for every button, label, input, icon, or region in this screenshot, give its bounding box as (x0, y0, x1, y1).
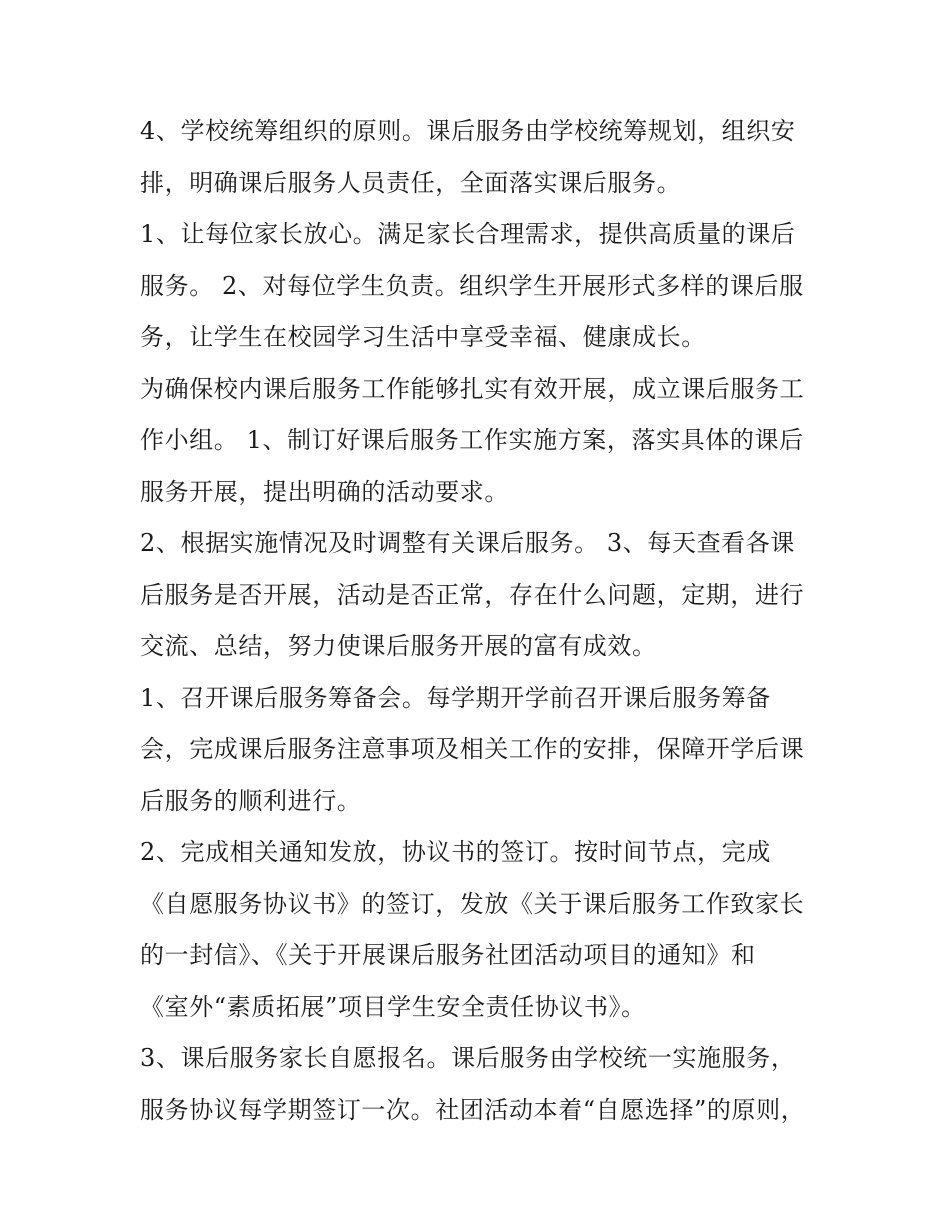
text-line: 《自愿服务协议书》的签订，发放《关于课后服务工作致家长 (140, 889, 805, 918)
text-line: 服务协议每学期签订一次。社团活动本着“自愿选择”的原则， (140, 1095, 806, 1124)
text-line: 《室外“素质拓展”项目学生安全责任协议书》。 (140, 992, 646, 1021)
text-line: 会，完成课后服务注意事项及相关工作的安排，保障开学后课 (140, 735, 805, 763)
text-line: 务，让学生在校园学习生活中享受幸福、健康成长。 (140, 323, 706, 351)
text-line: 2、完成相关通知发放，协议书的签订。按时间节点，完成 (140, 838, 771, 866)
paragraph-working-group (140, 364, 820, 519)
paragraph-organization-principle (140, 106, 820, 209)
text-line: 作小组。 1、制订好课后服务工作实施方案，落实具体的课后 (140, 426, 804, 454)
text-line: 3、课后服务家长自愿报名。课后服务由学校统一实施服务， (140, 1044, 796, 1072)
document-body (140, 106, 820, 1136)
text-line: 服务。 2、对每位学生负责。组织学生开展形式多样的课后服 (140, 271, 804, 300)
text-line: 为确保校内课后服务工作能够扎实有效开展，成立课后服务工 (140, 374, 805, 403)
paragraph-voluntary-registration (140, 1033, 820, 1136)
text-line: 4、学校统筹组织的原则。课后服务由学校统筹规划，组织安 (140, 117, 796, 145)
text-line: 的一封信》、《关于开展课后服务社团活动项目的通知》和 (140, 941, 756, 969)
paragraph-preparation-meeting (140, 673, 820, 828)
paragraph-goals (140, 209, 820, 364)
text-line: 后服务是否开展，活动是否正常，存在什么问题，定期，进行 (140, 580, 805, 609)
text-line: 排，明确课后服务人员责任，全面落实课后服务。 (140, 168, 682, 197)
text-line: 后服务的顺利进行。 (140, 786, 362, 815)
text-line: 2、根据实施情况及时调整有关课后服务。 3、每天查看各课 (140, 529, 795, 557)
paragraph-adjustment (140, 518, 820, 673)
text-line: 1、让每位家长放心。满足家长合理需求，提供高质量的课后 (140, 220, 796, 248)
text-line: 服务开展，提出明确的活动要求。 (140, 477, 509, 506)
paragraph-notices-agreements (140, 827, 820, 1033)
text-line: 交流、总结，努力使课后服务开展的富有成效。 (140, 632, 657, 660)
text-line: 1、召开课后服务筹备会。每学期开学前召开课后服务筹备 (140, 683, 771, 712)
